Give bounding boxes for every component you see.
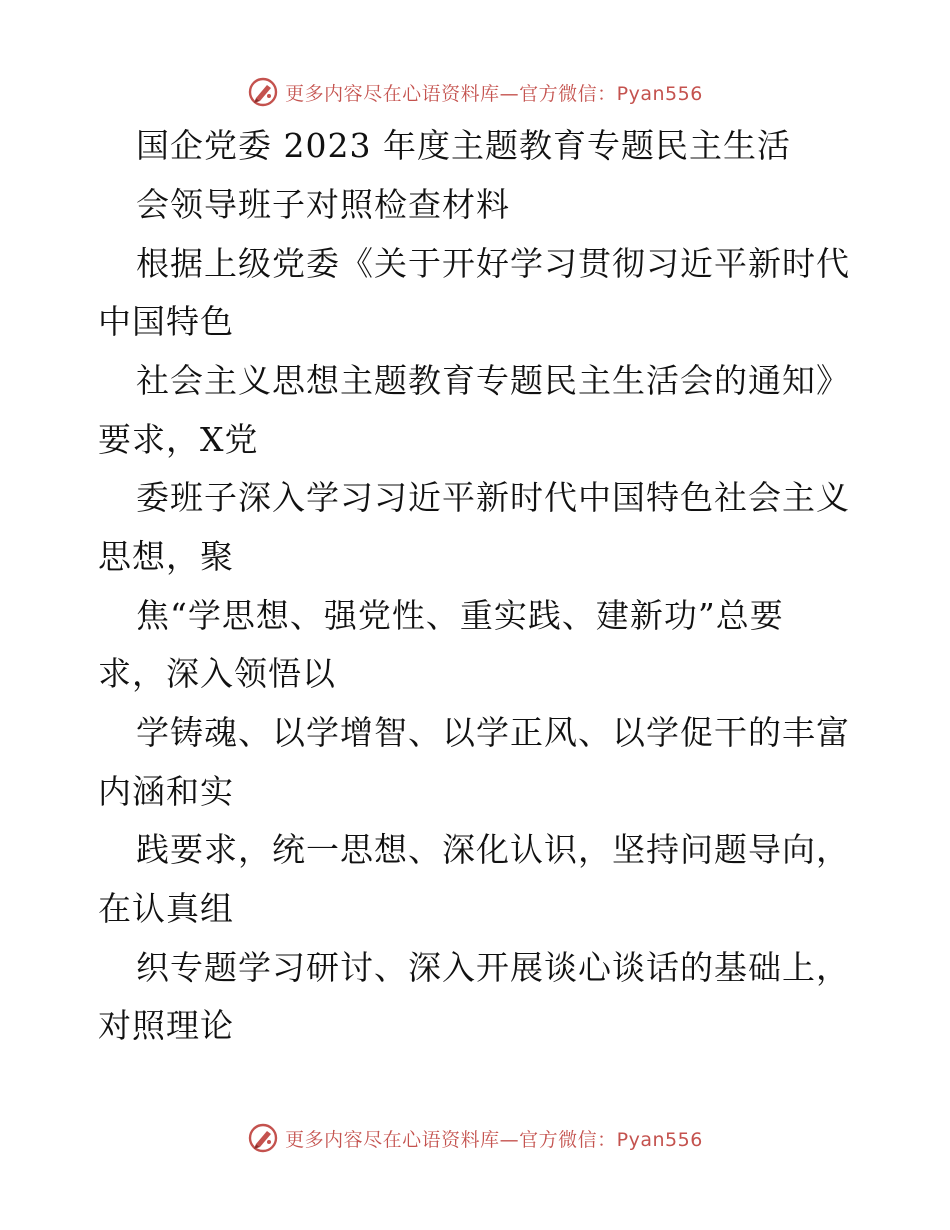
footer-watermark: [0, 1118, 950, 1158]
paragraph-line: 求，深入领悟以: [98, 654, 336, 693]
paragraph-line: 在认真组: [98, 889, 234, 928]
paragraph-line: 根据上级党委《关于开好学习贯彻习近平新时代: [136, 244, 850, 283]
paragraph-line: 社会主义思想主题教育专题民主生活会的通知》: [136, 361, 850, 400]
paragraph-line: 思想，聚: [98, 537, 234, 576]
paragraph-line: 中国特色: [98, 302, 234, 341]
paragraph-line: 内涵和实: [98, 772, 234, 811]
paragraph-line: 要求，X党: [98, 420, 259, 459]
pen-logo-icon: [247, 1122, 279, 1154]
paragraph-line: 学铸魂、以学增智、以学正风、以学促干的丰富: [136, 713, 850, 752]
document-title-line-1: 国企党委 2023 年度主题教育专题民主生活: [136, 126, 791, 165]
paragraph-line: 委班子深入学习习近平新时代中国特色社会主义: [136, 478, 850, 517]
watermark-text: 更多内容尽在心语资料库—官方微信：Pyan556: [285, 82, 703, 105]
paragraph-line: 践要求，统一思想、深化认识，坚持问题导向，: [136, 830, 850, 869]
watermark-text: 更多内容尽在心语资料库—官方微信：Pyan556: [285, 1128, 703, 1151]
paragraph-line: 焦“学思想、强党性、重实践、建新功”总要: [136, 596, 784, 635]
paragraph-line: 织专题学习研讨、深入开展谈心谈话的基础上，: [136, 948, 850, 987]
paragraph-line: 对照理论: [98, 1006, 234, 1045]
document-title-line-2: 会领导班子对照检查材料: [136, 185, 510, 224]
